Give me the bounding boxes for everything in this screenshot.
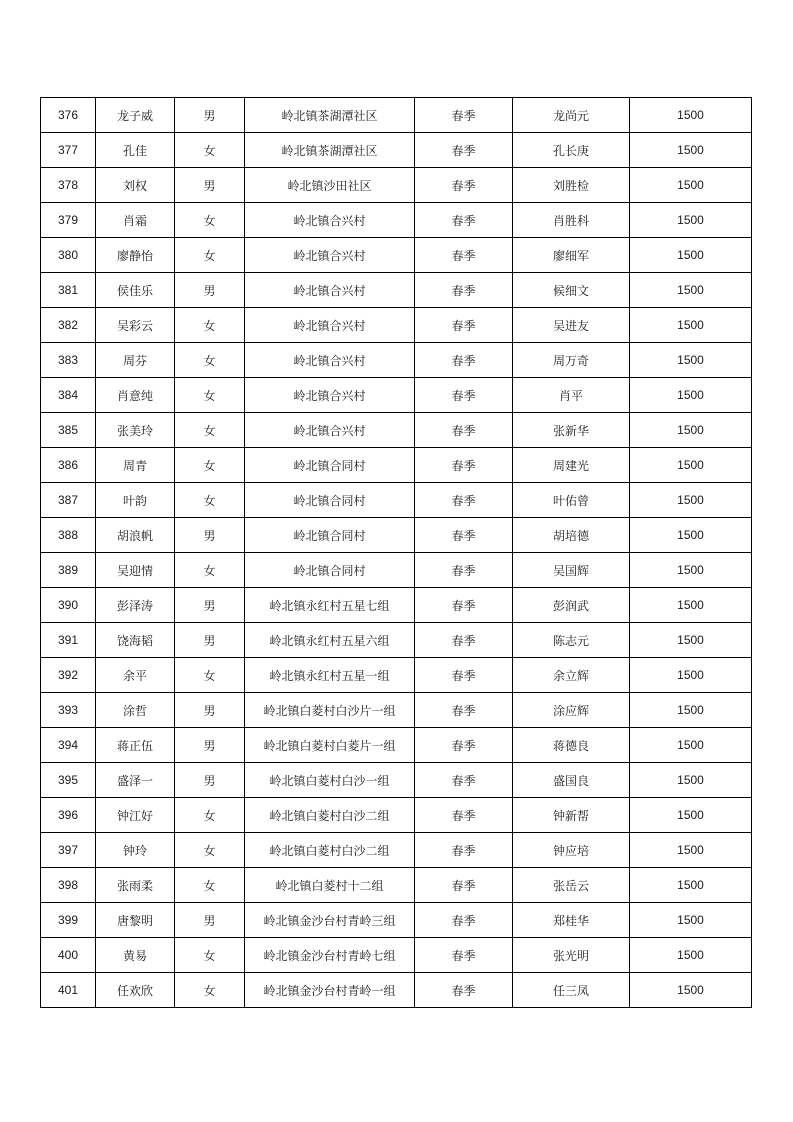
table-row xyxy=(41,518,752,553)
table-row xyxy=(41,658,752,693)
table-row xyxy=(41,343,752,378)
gender-cell: 女 xyxy=(175,203,245,238)
amount-cell: 1500 xyxy=(630,938,752,973)
gender-cell: 男 xyxy=(175,273,245,308)
gender-cell: 女 xyxy=(175,658,245,693)
guardian-name-cell: 郑桂华 xyxy=(513,903,630,938)
guardian-name-cell: 蒋德良 xyxy=(513,728,630,763)
row-number-cell: 386 xyxy=(41,448,96,483)
season-cell: 春季 xyxy=(415,833,513,868)
row-number-cell: 400 xyxy=(41,938,96,973)
amount-cell: 1500 xyxy=(630,168,752,203)
amount-cell: 1500 xyxy=(630,413,752,448)
row-number-cell: 396 xyxy=(41,798,96,833)
season-cell: 春季 xyxy=(415,798,513,833)
table-row xyxy=(41,798,752,833)
address-cell: 岭北镇茶湖潭社区 xyxy=(245,98,415,133)
guardian-name-cell: 龙尚元 xyxy=(513,98,630,133)
row-number-cell: 383 xyxy=(41,343,96,378)
amount-cell: 1500 xyxy=(630,448,752,483)
guardian-name-cell: 彭润武 xyxy=(513,588,630,623)
guardian-name-cell: 任三凤 xyxy=(513,973,630,1008)
gender-cell: 女 xyxy=(175,938,245,973)
amount-cell: 1500 xyxy=(630,798,752,833)
table-row xyxy=(41,168,752,203)
amount-cell: 1500 xyxy=(630,553,752,588)
student-name-cell: 周芬 xyxy=(96,343,175,378)
amount-cell: 1500 xyxy=(630,833,752,868)
guardian-name-cell: 钟新帮 xyxy=(513,798,630,833)
address-cell: 岭北镇白菱村白沙二组 xyxy=(245,798,415,833)
guardian-name-cell: 吴国辉 xyxy=(513,553,630,588)
amount-cell: 1500 xyxy=(630,343,752,378)
address-cell: 岭北镇合兴村 xyxy=(245,238,415,273)
student-name-cell: 钟江好 xyxy=(96,798,175,833)
address-cell: 岭北镇合兴村 xyxy=(245,413,415,448)
row-number-cell: 379 xyxy=(41,203,96,238)
student-name-cell: 廖静怡 xyxy=(96,238,175,273)
row-number-cell: 387 xyxy=(41,483,96,518)
row-number-cell: 382 xyxy=(41,308,96,343)
gender-cell: 女 xyxy=(175,798,245,833)
address-cell: 岭北镇永红村五星一组 xyxy=(245,658,415,693)
table-row xyxy=(41,693,752,728)
guardian-name-cell: 廖细军 xyxy=(513,238,630,273)
row-number-cell: 380 xyxy=(41,238,96,273)
amount-cell: 1500 xyxy=(630,903,752,938)
season-cell: 春季 xyxy=(415,413,513,448)
address-cell: 岭北镇合同村 xyxy=(245,483,415,518)
address-cell: 岭北镇金沙台村青岭七组 xyxy=(245,938,415,973)
address-cell: 岭北镇合兴村 xyxy=(245,378,415,413)
guardian-name-cell: 盛国良 xyxy=(513,763,630,798)
season-cell: 春季 xyxy=(415,98,513,133)
gender-cell: 女 xyxy=(175,133,245,168)
gender-cell: 男 xyxy=(175,588,245,623)
student-name-cell: 盛泽一 xyxy=(96,763,175,798)
address-cell: 岭北镇金沙台村青岭一组 xyxy=(245,973,415,1008)
row-number-cell: 390 xyxy=(41,588,96,623)
table-row xyxy=(41,833,752,868)
amount-cell: 1500 xyxy=(630,203,752,238)
address-cell: 岭北镇白菱村白菱片一组 xyxy=(245,728,415,763)
address-cell: 岭北镇沙田社区 xyxy=(245,168,415,203)
season-cell: 春季 xyxy=(415,238,513,273)
gender-cell: 女 xyxy=(175,238,245,273)
guardian-name-cell: 肖平 xyxy=(513,378,630,413)
address-cell: 岭北镇合兴村 xyxy=(245,308,415,343)
student-name-cell: 孔佳 xyxy=(96,133,175,168)
season-cell: 春季 xyxy=(415,623,513,658)
student-name-cell: 侯佳乐 xyxy=(96,273,175,308)
gender-cell: 女 xyxy=(175,483,245,518)
amount-cell: 1500 xyxy=(630,483,752,518)
table-row xyxy=(41,903,752,938)
row-number-cell: 395 xyxy=(41,763,96,798)
gender-cell: 男 xyxy=(175,98,245,133)
student-name-cell: 叶韵 xyxy=(96,483,175,518)
table-row xyxy=(41,133,752,168)
season-cell: 春季 xyxy=(415,203,513,238)
student-name-cell: 周青 xyxy=(96,448,175,483)
gender-cell: 女 xyxy=(175,448,245,483)
row-number-cell: 398 xyxy=(41,868,96,903)
student-name-cell: 吴迎情 xyxy=(96,553,175,588)
guardian-name-cell: 钟应培 xyxy=(513,833,630,868)
gender-cell: 女 xyxy=(175,553,245,588)
roster-body xyxy=(41,98,752,1008)
student-name-cell: 蒋正伍 xyxy=(96,728,175,763)
table-row xyxy=(41,238,752,273)
guardian-name-cell: 涂应辉 xyxy=(513,693,630,728)
season-cell: 春季 xyxy=(415,168,513,203)
table-row xyxy=(41,308,752,343)
row-number-cell: 388 xyxy=(41,518,96,553)
season-cell: 春季 xyxy=(415,903,513,938)
amount-cell: 1500 xyxy=(630,658,752,693)
student-name-cell: 龙子威 xyxy=(96,98,175,133)
gender-cell: 女 xyxy=(175,973,245,1008)
row-number-cell: 384 xyxy=(41,378,96,413)
season-cell: 春季 xyxy=(415,658,513,693)
gender-cell: 女 xyxy=(175,378,245,413)
guardian-name-cell: 胡培德 xyxy=(513,518,630,553)
table-row xyxy=(41,378,752,413)
address-cell: 岭北镇白菱村白沙片一组 xyxy=(245,693,415,728)
season-cell: 春季 xyxy=(415,378,513,413)
guardian-name-cell: 吴进友 xyxy=(513,308,630,343)
table-row xyxy=(41,728,752,763)
guardian-name-cell: 陈志元 xyxy=(513,623,630,658)
season-cell: 春季 xyxy=(415,518,513,553)
row-number-cell: 391 xyxy=(41,623,96,658)
guardian-name-cell: 周万奇 xyxy=(513,343,630,378)
address-cell: 岭北镇永红村五星六组 xyxy=(245,623,415,658)
gender-cell: 女 xyxy=(175,308,245,343)
season-cell: 春季 xyxy=(415,973,513,1008)
student-name-cell: 肖霜 xyxy=(96,203,175,238)
guardian-name-cell: 张岳云 xyxy=(513,868,630,903)
amount-cell: 1500 xyxy=(630,763,752,798)
season-cell: 春季 xyxy=(415,343,513,378)
address-cell: 岭北镇金沙台村青岭三组 xyxy=(245,903,415,938)
student-name-cell: 肖意纯 xyxy=(96,378,175,413)
table-row xyxy=(41,588,752,623)
student-name-cell: 唐黎明 xyxy=(96,903,175,938)
amount-cell: 1500 xyxy=(630,623,752,658)
amount-cell: 1500 xyxy=(630,973,752,1008)
season-cell: 春季 xyxy=(415,308,513,343)
guardian-name-cell: 余立辉 xyxy=(513,658,630,693)
table-row xyxy=(41,623,752,658)
guardian-name-cell: 孔长庚 xyxy=(513,133,630,168)
row-number-cell: 393 xyxy=(41,693,96,728)
table-row xyxy=(41,98,752,133)
row-number-cell: 397 xyxy=(41,833,96,868)
table-row xyxy=(41,273,752,308)
row-number-cell: 392 xyxy=(41,658,96,693)
address-cell: 岭北镇合兴村 xyxy=(245,273,415,308)
address-cell: 岭北镇合同村 xyxy=(245,518,415,553)
gender-cell: 女 xyxy=(175,343,245,378)
subsidy-roster-table xyxy=(40,97,752,1008)
gender-cell: 男 xyxy=(175,693,245,728)
row-number-cell: 389 xyxy=(41,553,96,588)
season-cell: 春季 xyxy=(415,588,513,623)
amount-cell: 1500 xyxy=(630,238,752,273)
amount-cell: 1500 xyxy=(630,308,752,343)
gender-cell: 男 xyxy=(175,763,245,798)
guardian-name-cell: 叶佑曾 xyxy=(513,483,630,518)
gender-cell: 男 xyxy=(175,623,245,658)
season-cell: 春季 xyxy=(415,938,513,973)
row-number-cell: 394 xyxy=(41,728,96,763)
table-row xyxy=(41,413,752,448)
season-cell: 春季 xyxy=(415,763,513,798)
student-name-cell: 钟玲 xyxy=(96,833,175,868)
address-cell: 岭北镇合同村 xyxy=(245,553,415,588)
guardian-name-cell: 张光明 xyxy=(513,938,630,973)
address-cell: 岭北镇合兴村 xyxy=(245,203,415,238)
address-cell: 岭北镇合同村 xyxy=(245,448,415,483)
address-cell: 岭北镇茶湖潭社区 xyxy=(245,133,415,168)
amount-cell: 1500 xyxy=(630,133,752,168)
gender-cell: 男 xyxy=(175,728,245,763)
row-number-cell: 378 xyxy=(41,168,96,203)
amount-cell: 1500 xyxy=(630,378,752,413)
student-name-cell: 彭泽涛 xyxy=(96,588,175,623)
table-row xyxy=(41,763,752,798)
guardian-name-cell: 肖胜科 xyxy=(513,203,630,238)
season-cell: 春季 xyxy=(415,483,513,518)
season-cell: 春季 xyxy=(415,133,513,168)
gender-cell: 男 xyxy=(175,168,245,203)
guardian-name-cell: 刘胜检 xyxy=(513,168,630,203)
amount-cell: 1500 xyxy=(630,693,752,728)
season-cell: 春季 xyxy=(415,868,513,903)
address-cell: 岭北镇白菱村白沙一组 xyxy=(245,763,415,798)
student-name-cell: 黄易 xyxy=(96,938,175,973)
address-cell: 岭北镇合兴村 xyxy=(245,343,415,378)
table-row xyxy=(41,448,752,483)
season-cell: 春季 xyxy=(415,553,513,588)
address-cell: 岭北镇永红村五星七组 xyxy=(245,588,415,623)
address-cell: 岭北镇白菱村白沙二组 xyxy=(245,833,415,868)
student-name-cell: 胡浪帆 xyxy=(96,518,175,553)
season-cell: 春季 xyxy=(415,693,513,728)
table-row xyxy=(41,483,752,518)
gender-cell: 女 xyxy=(175,868,245,903)
table-row xyxy=(41,973,752,1008)
amount-cell: 1500 xyxy=(630,588,752,623)
season-cell: 春季 xyxy=(415,728,513,763)
gender-cell: 男 xyxy=(175,903,245,938)
season-cell: 春季 xyxy=(415,448,513,483)
student-name-cell: 吴彩云 xyxy=(96,308,175,343)
row-number-cell: 376 xyxy=(41,98,96,133)
amount-cell: 1500 xyxy=(630,728,752,763)
amount-cell: 1500 xyxy=(630,868,752,903)
table-row xyxy=(41,938,752,973)
table-row xyxy=(41,553,752,588)
row-number-cell: 377 xyxy=(41,133,96,168)
amount-cell: 1500 xyxy=(630,98,752,133)
guardian-name-cell: 候细文 xyxy=(513,273,630,308)
table-row xyxy=(41,203,752,238)
address-cell: 岭北镇白菱村十二组 xyxy=(245,868,415,903)
amount-cell: 1500 xyxy=(630,273,752,308)
student-name-cell: 刘权 xyxy=(96,168,175,203)
guardian-name-cell: 张新华 xyxy=(513,413,630,448)
student-name-cell: 饶海韬 xyxy=(96,623,175,658)
row-number-cell: 381 xyxy=(41,273,96,308)
table-row xyxy=(41,868,752,903)
student-name-cell: 涂哲 xyxy=(96,693,175,728)
row-number-cell: 401 xyxy=(41,973,96,1008)
student-name-cell: 张雨柔 xyxy=(96,868,175,903)
gender-cell: 男 xyxy=(175,518,245,553)
guardian-name-cell: 周建光 xyxy=(513,448,630,483)
student-name-cell: 余平 xyxy=(96,658,175,693)
season-cell: 春季 xyxy=(415,273,513,308)
row-number-cell: 385 xyxy=(41,413,96,448)
row-number-cell: 399 xyxy=(41,903,96,938)
amount-cell: 1500 xyxy=(630,518,752,553)
gender-cell: 女 xyxy=(175,413,245,448)
gender-cell: 女 xyxy=(175,833,245,868)
student-name-cell: 任欢欣 xyxy=(96,973,175,1008)
student-name-cell: 张美玲 xyxy=(96,413,175,448)
